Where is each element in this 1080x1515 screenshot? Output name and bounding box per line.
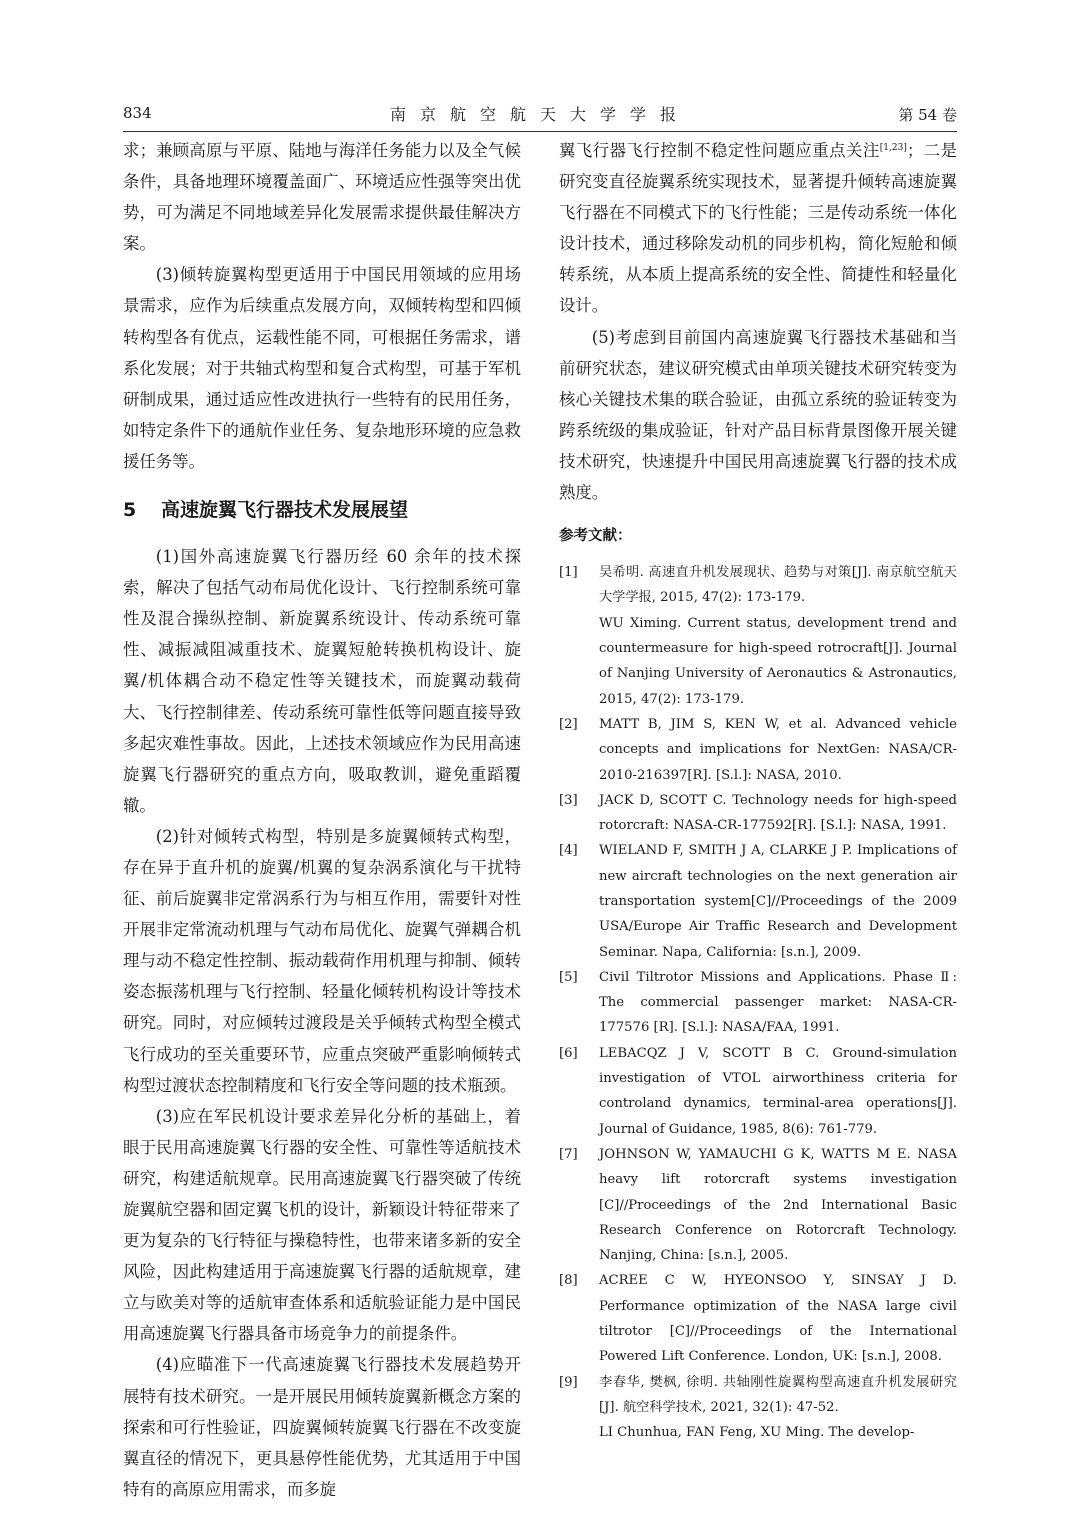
reference-item	[559, 1268, 957, 1369]
reference-number: [4]	[559, 843, 578, 859]
reference-number: [7]	[559, 1146, 578, 1162]
reference-item	[559, 712, 957, 788]
reference-item	[559, 965, 957, 1041]
reference-number: [6]	[559, 1045, 578, 1061]
reference-item	[559, 560, 957, 712]
reference-number: [2]	[559, 716, 578, 732]
reference-text: LEBACQZ J V, SCOTT B C. Ground-simulation investigation of VTOL airworthiness criteria for controland dynamics, terminal-area operations[J]. Journal of Guidance, 1985, 8(6): 761-779.	[599, 1045, 957, 1137]
paragraph: (2)针对倾转式构型，特别是多旋翼倾转式构型，存在异于直升机的旋翼/机翼的复杂涡系演化与干扰特征、前后旋翼非定常涡系行为与相互作用，需要针对性开展非定常流动机理与气动布局优化、旋翼气弹耦合机理与动不稳定性控制、振动载荷作用机理与抑制、倾转姿态振荡机理与飞行控制、轻量化倾转机构设计等技术研究。同时，对应倾转过渡段是关乎倾转式构型全模式飞行成功的至关重要环节，应重点突破严重影响倾转式构型过渡状态控制精度和飞行安全等问题的技术瓶颈。	[123, 826, 521, 1095]
reference-text-english: WU Ximing. Current status, development trend and countermeasure for high-speed rotrocraft[J]. Journal of Nanjing University of Aeronautics & Astronautics, 2015, 47(2): 173-179.	[599, 615, 957, 707]
reference-number: [9]	[559, 1374, 578, 1390]
reference-text: MATT B, JIM S, KEN W, et al. Advanced vehicle concepts and implications for NextGen: NASA/CR-2010-216397[R]. [S.l.]: NASA, 2010.	[599, 716, 957, 783]
reference-item	[559, 838, 957, 964]
volume-label: 第 54 卷	[898, 106, 957, 124]
reference-item	[559, 788, 957, 839]
paragraph: (3)应在军民机设计要求差异化分析的基础上，着眼于民用高速旋翼飞行器的安全性、可靠性等适航技术研究，构建适航规章。民用高速旋翼飞行器突破了传统旋翼航空器和固定翼飞机的设计，新颖设计特征带来了更为复杂的飞行特征与操稳特性，也带来诸多新的安全风险，因此构建适用于高速旋翼飞行器的适航规章，建立与欧美对等的适航审查体系和适航验证能力是中国民用高速旋翼飞行器具备市场竞争力的前提条件。	[123, 1106, 521, 1344]
paragraph-text: 翼飞行器飞行控制不稳定性问题应重点关注	[559, 141, 880, 160]
paragraph-continued	[559, 135, 957, 322]
paragraph-text: ；二是研究变直径旋翼系统实现技术，显著提升倾转高速旋翼飞行器在不同模式下的飞行性能；三是传动系统一体化设计技术，通过移除发动机的同步机构，简化短舱和倾转系统，从本质上提高系统的安全性、简捷性和轻量化设计。	[559, 141, 958, 316]
references-heading: 参考文献：	[559, 528, 632, 545]
right-column	[559, 135, 957, 1446]
reference-text: ACREE C W, HYEONSOO Y, SINSAY J D. Performance optimization of the NASA large civil tiltrotor [C]//Proceedings of the International Powered Lift Conference. London, UK: [s.n.], 2008.	[599, 1273, 957, 1365]
reference-text: JOHNSON W, YAMAUCHI G K, WATTS M E. NASA heavy lift rotorcraft systems investigation [C]//Proceedings of the 2nd International Basic Research Conference on Rotorcraft Technology. Nanjing, China: [s.n.], 2005.	[599, 1146, 957, 1264]
paragraph: (3)倾转旋翼构型更适用于中国民用领域的应用场景需求，应作为后续重点发展方向，双倾转构型和四倾转构型各有优点，运载性能不同，可根据任务需求，谱系化发展；对于共轴式构型和复合式构型，可基于军机研制成果，通过适应性改进执行一些特有的民用任务，如特定条件下的通航作业任务、复杂地形环境的应急救援任务等。	[123, 265, 521, 471]
reference-text: 李春华, 樊枫, 徐明. 共轴刚性旋翼构型高速直升机发展研究[J]. 航空科学技术, 2021, 32(1): 47-52.	[599, 1374, 957, 1415]
reference-number: [3]	[559, 792, 578, 808]
reference-text: JACK D, SCOTT C. Technology needs for high-speed rotorcraft: NASA-CR-177592[R]. [S.l.]: NASA, 1991.	[599, 792, 957, 834]
reference-text: Civil Tiltrotor Missions and Applications. Phase Ⅱ: The commercial passenger market: NASA-CR-177576 [R]. [S.l.]: NASA/FAA, 1991.	[599, 969, 957, 1036]
paragraph: (5)考虑到目前国内高速旋翼飞行器技术基础和当前研究状态，建议研究模式由单项关键技术研究转变为核心关键技术集的联合验证，由孤立系统的验证转变为跨系统级的集成验证，针对产品目标背景图像开展关键技术研究，快速提升中国民用高速旋翼飞行器的技术成熟度。	[559, 327, 957, 503]
citation[interactable]: [1,23]	[879, 143, 907, 153]
journal-title: 南京航空航天大学学报	[389, 105, 690, 124]
reference-item	[559, 1370, 957, 1446]
paragraph: (1)国外高速旋翼飞行器历经 60 余年的技术探索，解决了包括气动布局优化设计、飞行控制系统可靠性及混合操纵控制、新旋翼系统设计、传动系统可靠性、减振减阻减重技术、旋翼短舱转换机构设计、旋翼/机体耦合动不稳定性等关键技术，而旋翼动载荷大、飞行控制律差、传动系统可靠性低等问题直接导致多起灾难性事故。因此，上述技术领域应作为民用高速旋翼飞行器研究的重点方向，吸取教训，避免重蹈覆辙。	[123, 547, 521, 815]
left-column	[123, 135, 521, 1505]
reference-number: [1]	[559, 565, 578, 581]
reference-text-english: LI Chunhua, FAN Feng, XU Ming. The develop-	[599, 1425, 915, 1441]
reference-text: 吴希明. 高速直升机发展现状、趋势与对策[J]. 南京航空航天大学学报, 2015, 47(2): 173-179.	[599, 565, 957, 606]
reference-number: [8]	[559, 1273, 578, 1289]
header-rule	[123, 131, 957, 132]
page-number: 834	[123, 104, 152, 122]
reference-number: [5]	[559, 969, 578, 985]
reference-text: WIELAND F, SMITH J A, CLARKE J P. Implications of new aircraft technologies on the next generation air transportation system[C]//Proceedings of the 2009 USA/Europe Air Traffic Research and Development Seminar. Napa, California: [s.n.], 2009.	[599, 843, 957, 960]
running-header	[123, 100, 957, 130]
reference-item	[559, 1041, 957, 1142]
section-heading	[123, 493, 521, 527]
section-number: 5	[123, 499, 137, 522]
paragraph-continued: 求；兼顾高原与平原、陆地与海洋任务能力以及全气候条件，具备地理环境覆盖面广、环境适应性强等突出优势，可为满足不同地域差异化发展需求提供最佳解决方案。	[123, 141, 521, 254]
section-title: 高速旋翼飞行器技术发展展望	[161, 499, 409, 522]
reference-list	[559, 560, 957, 1445]
paragraph: (4)应瞄准下一代高速旋翼飞行器技术发展趋势开展特有技术研究。一是开展民用倾转旋翼新概念方案的探索和可行性验证，四旋翼倾转旋翼飞行器在不改变旋翼直径的情况下，更具悬停性能优势，尤其适用于中国特有的高原应用需求，而多旋	[123, 1355, 521, 1499]
reference-item	[559, 1142, 957, 1268]
